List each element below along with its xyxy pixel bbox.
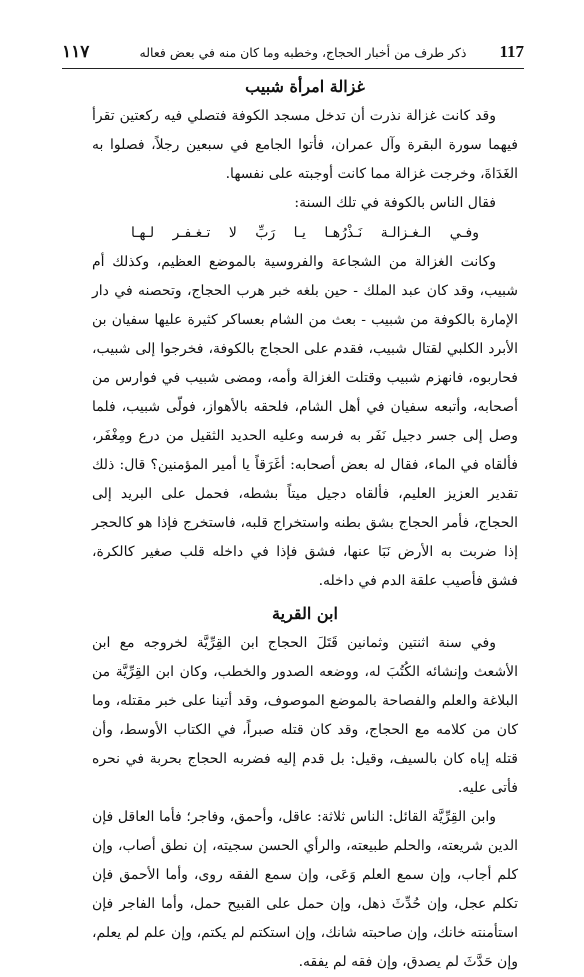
- running-title: ذكر طرف من أخبار الحجاج، وخطبه وما كان منه في بعض فعاله: [139, 45, 467, 60]
- poem-verse: وفـي الـغـزالـة نَـذْرُهـا يـا رَبِّ لا تـغـفـر لـهـا: [131, 225, 479, 241]
- header-rule: [62, 68, 524, 69]
- paragraph: فقال الناس بالكوفة في تلك السنة:: [294, 195, 496, 211]
- paragraph: وقد كانت غزالة نذرت أن تدخل مسجد الكوفة فتصلي فيه ركعتين تقرأ فيهما سورة البقرة وآل عمران، فأتوا الجامع في سبعين رجلاً، فصلوا به الغَدَاةَ، وخرجت غزالة مما كانت أوجبته على نفسها.: [92, 108, 518, 182]
- paragraph: وفي سنة اثنتين وثمانين قَتَلَ الحجاج ابن القِرِّيَّة لخروجه مع ابن الأشعث وإنشائه الكُتُبَ له، ووضعه الصدور والخطب، وكان ابن القِرِّيَّة من البلاغة والعلم والفصاحة بالموضع الموصوف، وقد أتينا على خبر مقتله، وما كان من كلامه مع الحجاج، وقد كان قتله صبراً، في الكتاب الأوسط، وأن قتله إياه كان بالسيف، وقيل: بل قدم إليه فضربه الحجاج بحربة في نحره فأتى عليه.: [92, 635, 518, 796]
- page-number-arabic: ١١٧: [62, 42, 90, 62]
- section-title-ibn-alqirriya: ابن القرية: [272, 604, 338, 623]
- page-header: [62, 40, 524, 70]
- page-number-latin: 117: [499, 42, 524, 61]
- page-body: [92, 72, 518, 977]
- section-title-ghazala: غزالة امرأة شبيب: [245, 77, 365, 96]
- paragraph: وكانت الغزالة من الشجاعة والفروسية بالموضع العظيم، وكذلك أم شبيب، وقد كان عبد الملك - حين بلغه خبر هرب الحجاج، وتحصنه في دار الإمارة بالكوفة من شبيب - بعث من الشام بعساكر كثيرة عليها سفيان بن الأبرد الكلبي لقتال شبيب، فقدم على الحجاج بالكوفة، فخرجوا إلى شبيب، فحاربوه، فانهزم شبيب وقتلت الغزالة وأمه، ومضى شبيب في فوارس من أصحابه، وأتبعه سفيان في أهل الشام، فلحقه بالأهواز، فولّى شبيب، فلما وصل إلى جسر دجيل نَفَر به فرسه وعليه الحديد الثقيل من درع ومِغْفَر، فألقاه في الماء، فقال له بعض أصحابه: أغَرَقاً يا أمير المؤمنين؟ قال: ذلك تقدير العزيز العليم، فألقاه دجيل ميتاً بشطه، فحمل على البريد إلى الحجاج، فأمر الحجاج بشق بطنه واستخراج قلبه، فاستخرج فإذا هو كالحجر إذا ضربت به الأرض نَبَا عنها، فشق فإذا في داخله قلب صغير كالكرة، فشق فأصيب علقة الدم في داخله.: [92, 254, 518, 589]
- paragraph: وابن القِرِّيَّة القائل: الناس ثلاثة: عاقل، وأحمق، وفاجر؛ فأما العاقل فإن الدين شريعته، والحلم طبيعته، والرأي الحسن سجيته، إن نطق أصاب، وإن كلم أجاب، وإن سمع العلم وَعَى، وإن سمع الفقه روى، وأما الأحمق فإن تكلم عجل، وإن حُدِّثَ ذهل، وإن حمل على القبيح حمل، وأما الفاجر فإن استأمنته خانك، وإن صاحبته شانك، وإن استكتم لم يكتم، وإن علم لم يعلم، وإن حَدَّثَ لم يصدق، وإن فقه لم يفقه.: [92, 809, 518, 970]
